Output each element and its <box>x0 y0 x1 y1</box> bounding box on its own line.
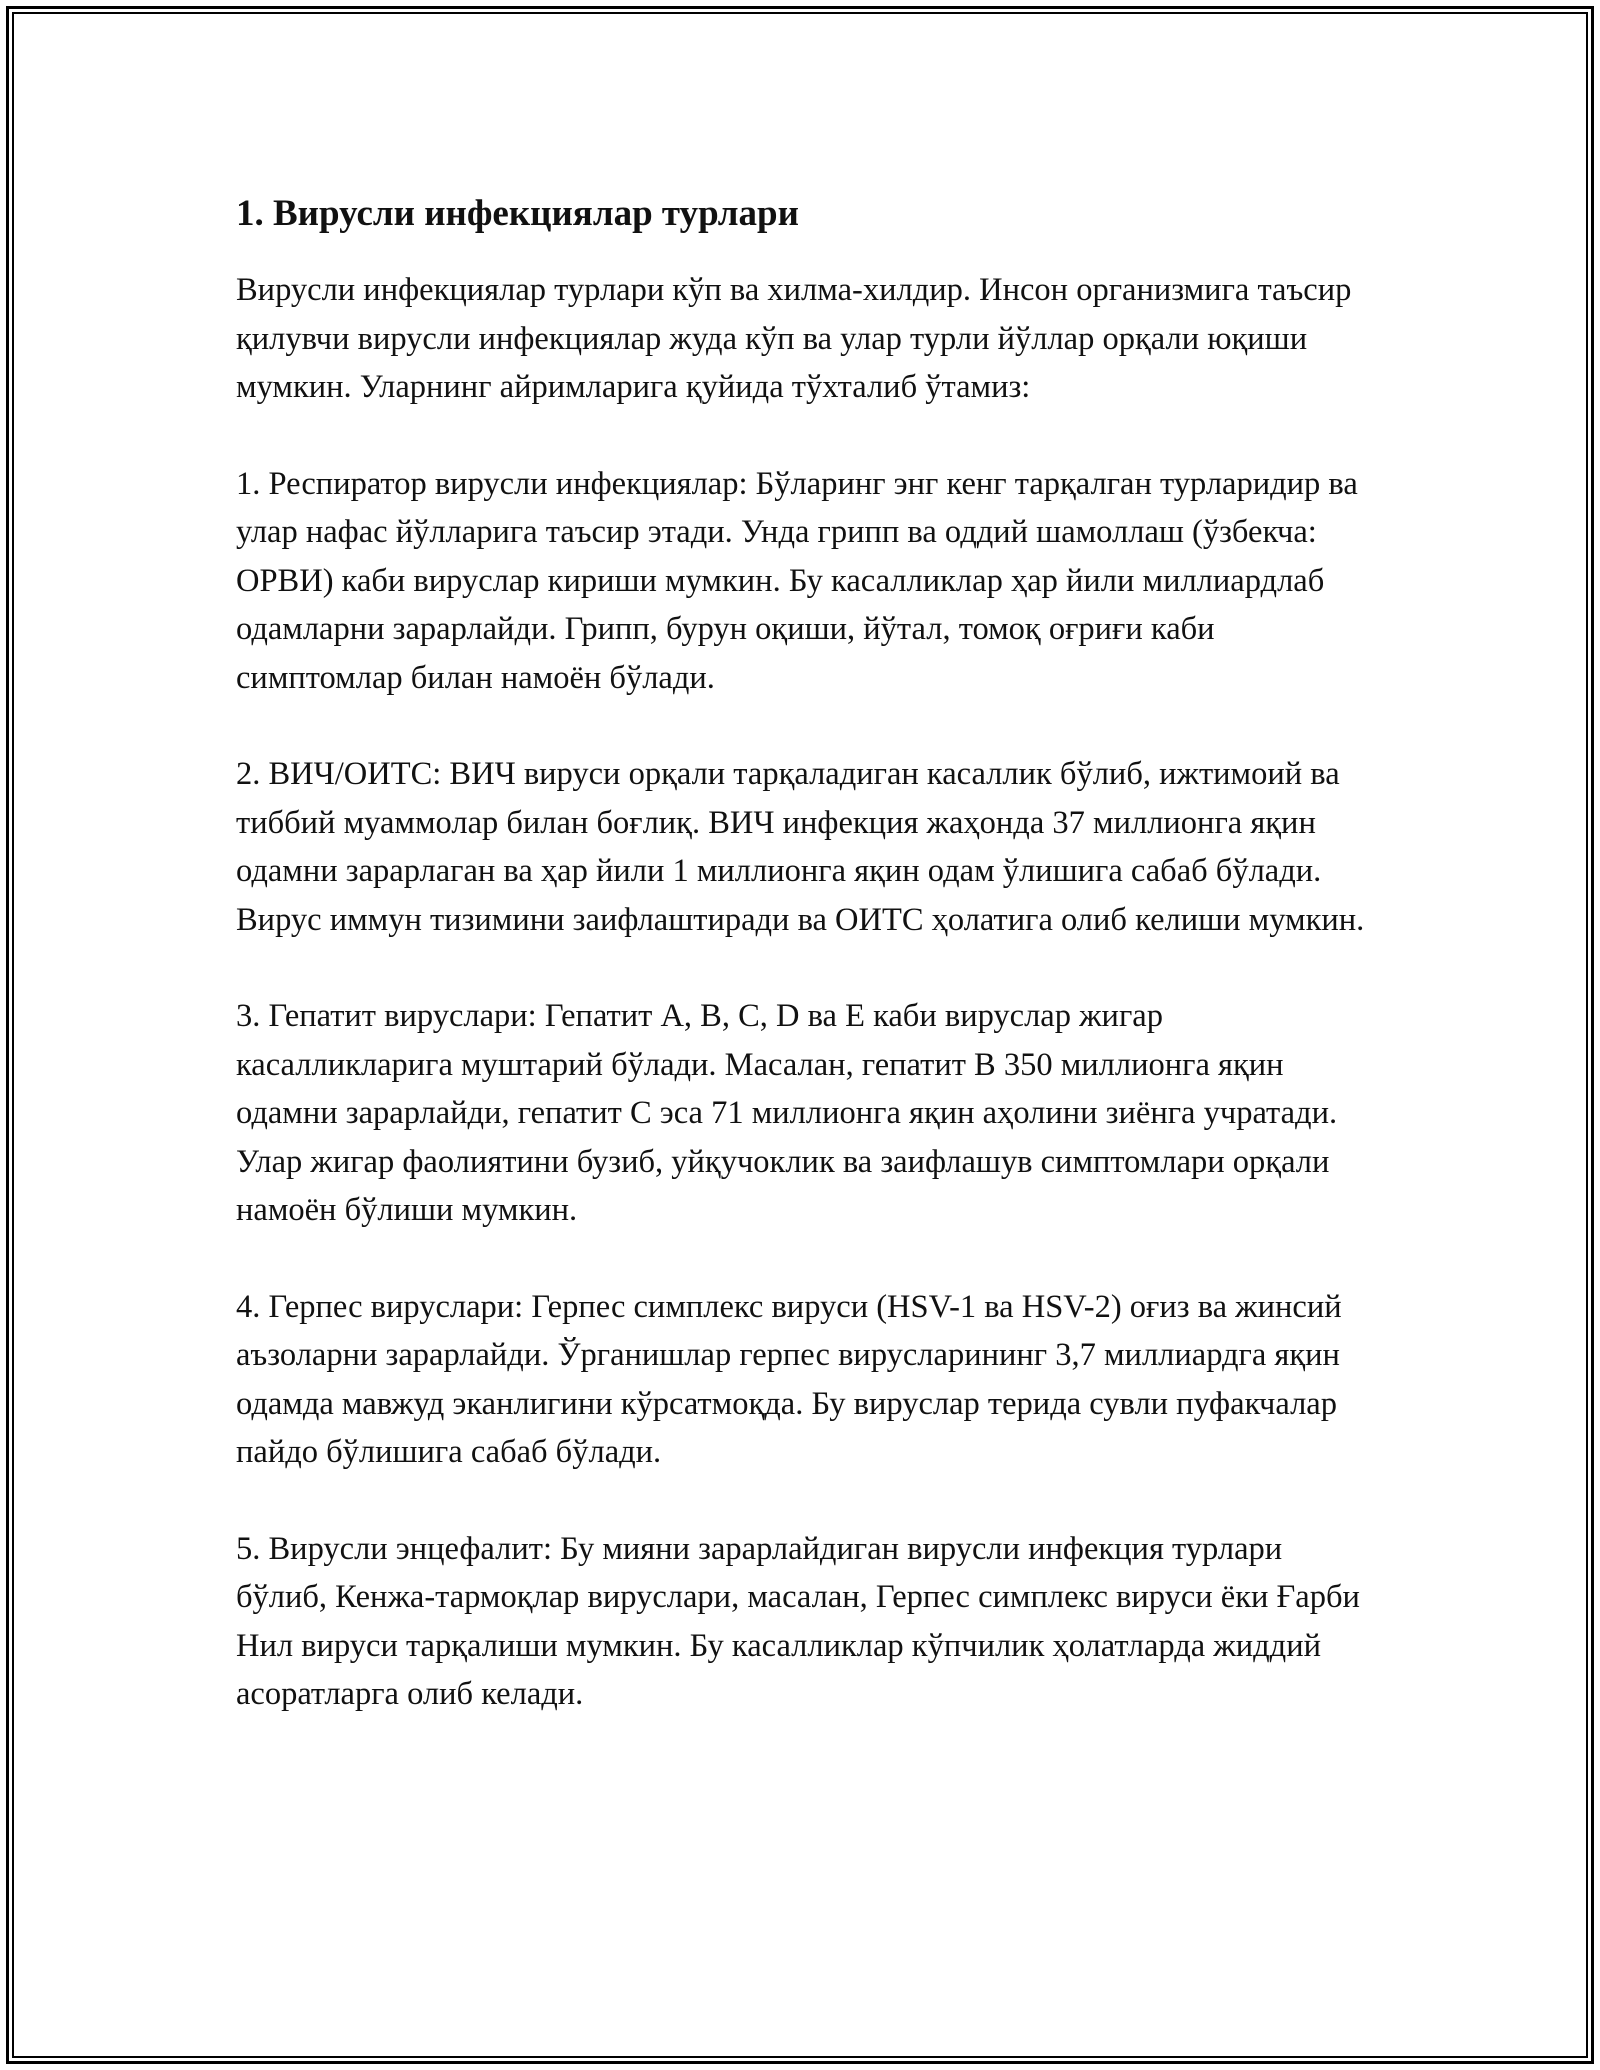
paragraph-herpes: 4. Герпес вируслари: Герпес симплекс вируси (HSV-1 ва HSV-2) оғиз ва жинсий аъзоларни зарарлайди. Ўрганишлар герпес вирусларининг 3,7 миллиардга яқин одамда мавжуд эканлигини кўрсатмоқда. Бу вируслар терида сувли пуфакчалар пайдо бўлишига сабаб бўлади. <box>236 1288 1342 1470</box>
paragraph-hiv-aids: 2. ВИЧ/ОИТС: ВИЧ вируси орқали тарқаладиган касаллик бўлиб, ижтимоий ва тиббий муаммолар билан боғлиқ. ВИЧ инфекция жаҳонда 37 миллионга яқин одамни зарарлаган ва ҳар йили 1 миллионга яқин одам ўлишига сабаб бўлади. Вирус иммун тизимини заифлаштиради ва ОИТС ҳолатига олиб келиши мумкин. <box>236 756 1365 938</box>
intro-paragraph: Вирусли инфекциялар турлари кўп ва хилма-хилдир. Инсон организмига таъсир қилувчи вирусли инфекциялар жуда кўп ва улар турли йўллар орқали юқиши мумкин. Уларнинг айримларига қуйида тўхталиб ўтамиз: <box>236 272 1352 405</box>
paragraph-hepatitis: 3. Гепатит вируслари: Гепатит A, B, C, D ва E каби вируслар жигар касалликларига муштарий бўлади. Масалан, гепатит B 350 миллионга яқин одамни зарарлайди, гепатит C эса 71 миллионга яқин аҳолини зиёнга учратади. Улар жигар фаолиятини бузиб, уйқучоклик ва заифлашув симптомлари орқали намоён бўлиши мумкин. <box>236 998 1338 1228</box>
document-body <box>236 188 1366 1767</box>
paragraph-respiratory: 1. Респиратор вирусли инфекциялар: Бўларинг энг кенг тарқалган турларидир ва улар нафас йўлларига таъсир этади. Унда грипп ва оддий шамоллаш (ўзбекча: ОРВИ) каби вируслар кириши мумкин. Бу касалликлар ҳар йили миллиардлаб одамларни зарарлайди. Грипп, бурун оқиши, йўтал, томоқ оғриғи каби симптомлар билан намоён бўлади. <box>236 465 1358 696</box>
paragraph-encephalitis: 5. Вирусли энцефалит: Бу мияни зарарлайдиган вирусли инфекция турлари бўлиб, Кенжа-тармоқлар вируслари, масалан, Герпес симплекс вируси ёки Ғарби Нил вируси тарқалиши мумкин. Бу касалликлар кўпчилик ҳолатларда жиддий асоратларга олиб келади. <box>236 1530 1360 1712</box>
section-heading: 1. Вирусли инфекциялар турлари <box>236 193 799 234</box>
